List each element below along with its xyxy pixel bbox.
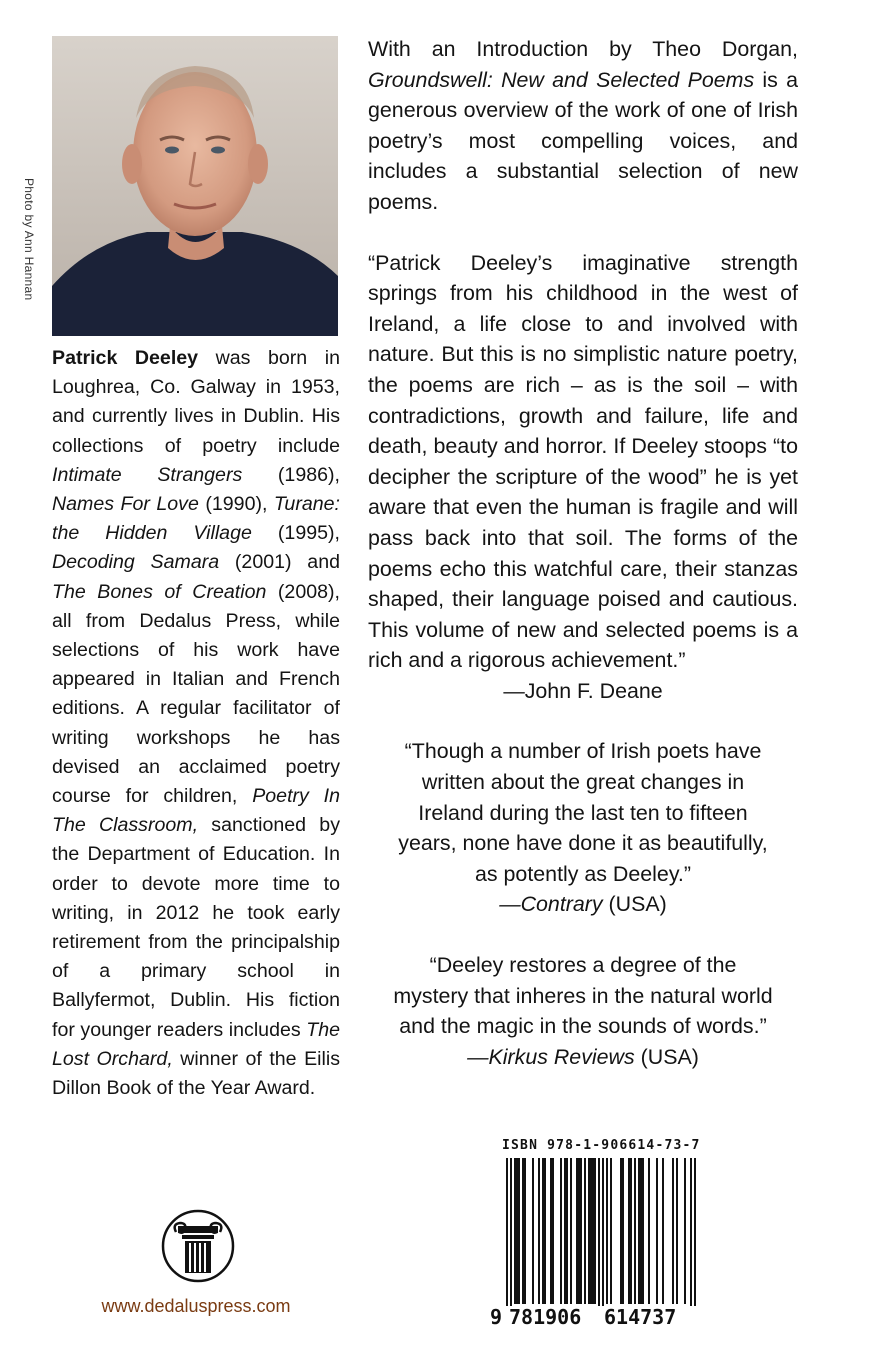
bio-text: (1995),	[251, 522, 340, 545]
review-attribution-kirkus	[368, 1042, 798, 1073]
book-title: Turane: the Hidden Village	[52, 493, 340, 545]
barcode-bar	[592, 1158, 594, 1304]
quote-line: “Deeley restores a degree of the	[429, 953, 737, 978]
barcode-bar	[584, 1158, 586, 1304]
barcode-left-digits: 781906	[509, 1305, 582, 1328]
barcode-bar	[598, 1158, 600, 1320]
barcode-bar	[524, 1158, 526, 1304]
review-country: (USA)	[634, 1044, 699, 1069]
quote-line: and the magic in the sounds of words.”	[399, 1014, 767, 1039]
book-title: Names For Love	[52, 493, 199, 516]
bio-text: (1986),	[242, 463, 340, 486]
bio-text: (1990),	[198, 493, 274, 516]
barcode-bar	[610, 1158, 612, 1304]
barcode-bar	[510, 1158, 512, 1320]
barcode-bar	[542, 1158, 544, 1304]
barcode-bar	[544, 1158, 546, 1304]
book-title: Decoding Samara	[52, 551, 220, 574]
barcode-bar	[642, 1158, 644, 1304]
photo-credit-text: Photo by Ann Hannan	[22, 178, 36, 301]
barcode-bar	[638, 1158, 640, 1304]
book-title: The Lost Orchard,	[52, 1018, 340, 1070]
review-source: —Contrary	[499, 892, 603, 917]
barcode-bar	[628, 1158, 630, 1304]
author-bio	[52, 344, 340, 1103]
review-quote-contrary	[368, 736, 798, 920]
barcode-bar	[606, 1158, 608, 1304]
book-title: The Bones of Creation	[52, 580, 267, 603]
quote-line: “Though a number of Irish poets have	[404, 739, 762, 764]
barcode-bar	[576, 1158, 578, 1304]
barcode-right-digits: 614737	[604, 1305, 677, 1328]
barcode-bar	[566, 1158, 568, 1304]
barcode-bar	[506, 1158, 508, 1320]
bio-text: was born in Loughrea, Co. Galway in 1953, and currently lives in Dublin. His collections of poetry include	[52, 347, 340, 457]
barcode-bar	[622, 1158, 624, 1304]
barcode-bar	[620, 1158, 622, 1304]
dedalus-press-logo	[160, 1208, 236, 1284]
barcode-bar	[538, 1158, 540, 1304]
review-quote-kirkus	[368, 950, 798, 1072]
barcode-bar	[552, 1158, 554, 1304]
barcode-bar	[522, 1158, 524, 1304]
barcode-bar	[648, 1158, 650, 1304]
barcode-bar	[514, 1158, 516, 1304]
review-quote-deane: “Patrick Deeley’s imaginative strength springs from his childhood in the west of Ireland, a life close to and involved with nature. But this is no simplistic nature poetry, the poems are rich – as is the soil – with contradictions, growth and failure, life and death, beauty and horror. If Deeley stoops “to decipher the scripture of the wood” he is yet aware that even the human is fragile and will pass back into that soil. The forms of the poems echo this watchful care, their stanzas shaped, their language poised and cautious. This volume of new and selected poems is a rich and a rigorous achievement.”	[368, 250, 798, 673]
barcode-bar	[594, 1158, 596, 1304]
barcode-bar	[684, 1158, 686, 1304]
barcode-bar	[590, 1158, 592, 1304]
quote-line: Ireland during the last ten to fifteen	[418, 800, 748, 825]
quote-line: written about the great changes in	[421, 770, 745, 795]
barcode-bar	[580, 1158, 582, 1304]
author-name: Patrick Deeley	[52, 347, 199, 369]
author-photo	[52, 36, 338, 336]
bio-text: sanctioned by the Department of Education. In order to devote more time to writing, in 2012 he took early retirement from the principalship of a primary school in Ballyfermot, Dublin. His fiction for younger readers includes	[52, 814, 340, 1041]
barcode-bar	[532, 1158, 534, 1304]
bio-text: winner of the Eilis Dillon Book of the Year Award.	[52, 1047, 341, 1100]
barcode-first-digit: 9	[490, 1305, 503, 1328]
photo-credit	[24, 178, 34, 338]
isbn-barcode	[484, 1158, 702, 1328]
barcode-bar	[634, 1158, 636, 1304]
barcode-bars	[506, 1158, 696, 1320]
barcode-bar	[560, 1158, 562, 1304]
barcode-bar	[662, 1158, 664, 1304]
publisher-url[interactable]: www.dedaluspress.com	[101, 1296, 291, 1316]
author-portrait-image	[52, 36, 338, 336]
intro-text: is a generous overview of the work of one of Irish poetry’s most compelling voices, and includes a substantial selection of new poems.	[368, 67, 799, 214]
review-source: —Kirkus Reviews	[467, 1044, 635, 1069]
barcode-bar	[564, 1158, 566, 1304]
intro-paragraph	[368, 34, 798, 218]
barcode-bar	[570, 1158, 572, 1304]
book-title: Poetry In The Classroom,	[52, 785, 340, 837]
barcode-bar	[690, 1158, 692, 1320]
review-attribution-contrary	[368, 889, 798, 920]
barcode-bar	[640, 1158, 642, 1304]
barcode-bar	[550, 1158, 552, 1304]
blurb-column	[368, 34, 798, 1072]
quote-line: mystery that inheres in the natural world	[393, 983, 773, 1008]
barcode-bar	[602, 1158, 604, 1320]
barcode-bar	[672, 1158, 674, 1304]
intro-text: With an Introduction by Theo Dorgan,	[368, 37, 798, 61]
review-attribution-deane: —John F. Deane	[503, 678, 663, 703]
isbn-label: ISBN 978-1-906614-73-7	[502, 1138, 701, 1153]
book-title: Intimate Strangers	[52, 463, 243, 486]
barcode-bar	[516, 1158, 518, 1304]
collection-title: Groundswell: New and Selected Poems	[368, 67, 755, 92]
barcode-bar	[518, 1158, 520, 1304]
barcode-bar	[656, 1158, 658, 1304]
barcode-bar	[578, 1158, 580, 1304]
barcode-bar	[694, 1158, 696, 1320]
quote-line: years, none have done it as beautifully,	[398, 831, 768, 856]
barcode-bar	[676, 1158, 678, 1304]
bio-text: (2001) and	[219, 551, 340, 574]
barcode-bar	[588, 1158, 590, 1304]
quote-line: as potently as Deeley.”	[475, 861, 691, 886]
barcode-bar	[630, 1158, 632, 1304]
review-country: (USA)	[602, 892, 667, 917]
bio-text: (2008), all from Dedalus Press, while selections of his work have appeared in Italian and French editions. A regular facilitator of writing workshops he has devised an acclaimed poetry course for children,	[52, 580, 340, 808]
column-capital-icon	[160, 1208, 236, 1284]
